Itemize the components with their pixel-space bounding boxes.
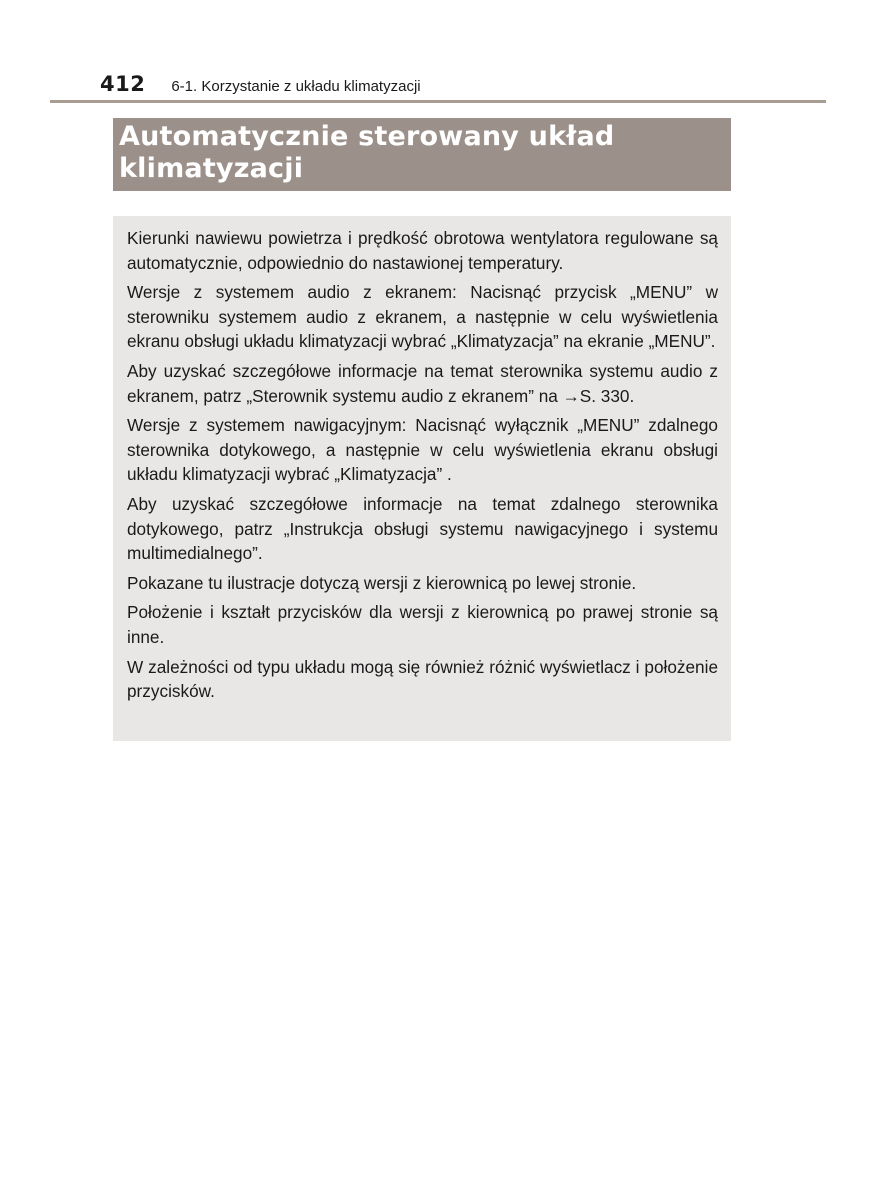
info-paragraph: Wersje z systemem audio z ekranem: Nacisnąć przycisk „MENU” w sterowniku systemem audio z ekranem, a następnie w celu wyświetlenia ekranu obsługi układu klimatyzacji wybrać „Klimatyzacja” na ekranie „MENU”. bbox=[127, 282, 718, 352]
header-divider bbox=[50, 100, 826, 103]
section-title: Automatycznie sterowany układ klimatyzacji bbox=[119, 121, 615, 184]
info-paragraph: Pokazane tu ilustracje dotyczą wersji z kierownicą po lewej stronie. bbox=[127, 572, 637, 593]
section-title-band bbox=[113, 118, 731, 191]
info-paragraph: W zależności od typu układu mogą się również różnić wyświetlacz i położenie przycisków. bbox=[127, 656, 718, 702]
info-box bbox=[113, 216, 731, 741]
page-number: 412 bbox=[100, 72, 146, 96]
info-paragraph: Aby uzyskać szczegółowe informacje na temat sterownika systemu audio z ekranem, patrz „Sterownik systemu audio z ekranem” na →S. 330. bbox=[127, 360, 718, 406]
section-path: 6-1. Korzystanie z układu klimatyzacji bbox=[171, 78, 421, 95]
info-paragraph: Aby uzyskać szczegółowe informacje na temat zdalnego sterownika dotykowego, patrz „Instrukcja obsługi systemu nawigacyjnego i systemu multimedialnego”. bbox=[127, 493, 718, 564]
info-paragraph: Wersje z systemem nawigacyjnym: Nacisnąć wyłącznik „MENU” zdalnego sterownika dotykowego, a następnie w celu wyświetlenia ekranu obsługi układu klimatyzacji wybrać „Klimatyzacja” . bbox=[127, 415, 718, 485]
page-header bbox=[100, 72, 421, 102]
info-paragraph: Kierunki nawiewu powietrza i prędkość obrotowa wentylatora regulowane są automatycznie, odpowiednio do nastawionej temperatury. bbox=[127, 228, 718, 273]
info-paragraph: Położenie i kształt przycisków dla wersji z kierownicą po prawej stronie są inne. bbox=[127, 602, 718, 647]
